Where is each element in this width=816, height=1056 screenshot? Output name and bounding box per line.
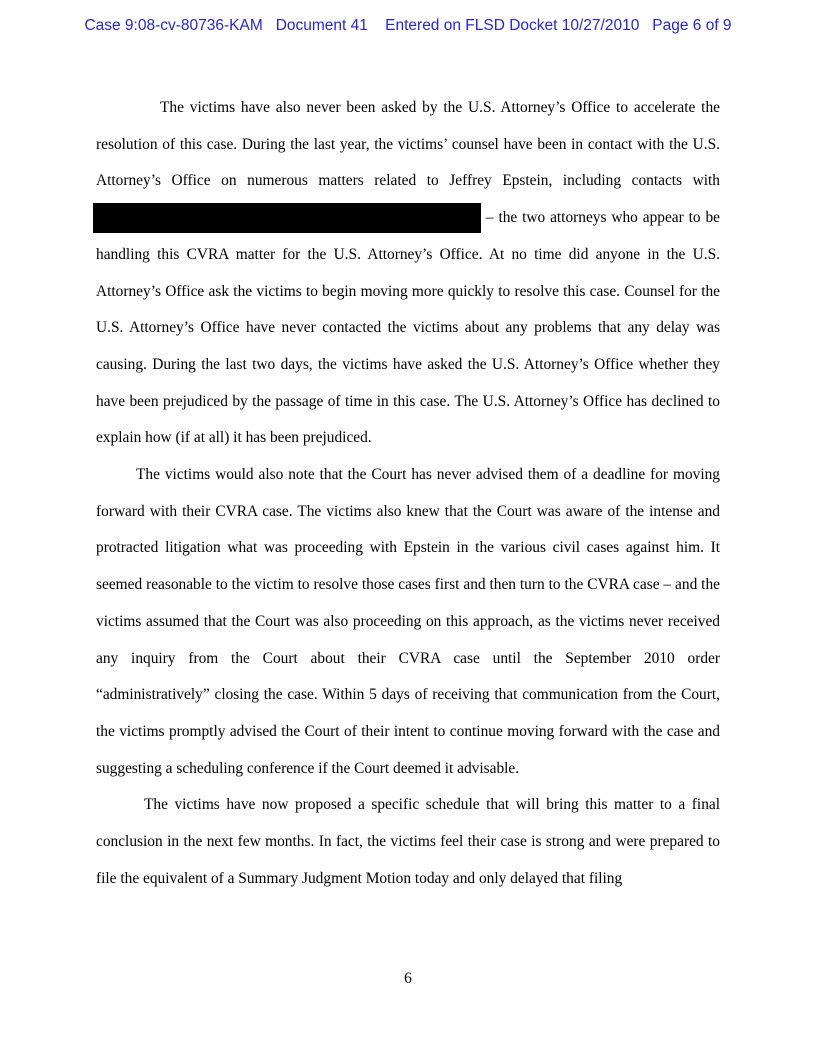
document-number: Document 41 [275,17,368,34]
docket-header [0,17,816,35]
paragraph-2: The victims would also note that the Court has never advised them of a deadline for moving forward with their CVRA case. The victims also knew that the Court was aware of the intense and protracted litigation what was proceeding with Epstein in the various civil cases against him. It seemed reasonable to the victim to resolve those cases first and then turn to the CVRA case – and the victims assumed that the Court was also proceeding on this approach, as the victims never received any inquiry from the Court about their CVRA case until the September 2010 order “administratively” closing the case. Within 5 days of receiving that communication from the Court, the victims promptly advised the Court of their intent to continue moving forward with the case and suggesting a scheduling conference if the Court deemed it advisable. [96,466,720,777]
case-number: Case 9:08-cv-80736-KAM [84,17,263,34]
document-body [96,90,720,897]
redaction-block [93,203,481,233]
paragraph-1-text-b: – the two attorneys who appear to be handling this CVRA matter for the U.S. Attorney’s Office. At no time did anyone in the U.S. Attorney’s Office ask the victims to begin moving more quickly to resolve this case. Counsel for the U.S. Attorney’s Office have never contacted the victims about any problems that any delay was causing. During the last two days, the victims have asked the U.S. Attorney’s Office whether they have been prejudiced by the passage of time in this case. The U.S. Attorney’s Office has declined to explain how (if at all) it has been prejudiced. [96,209,720,447]
paragraph-3: The victims have now proposed a specific schedule that will bring this matter to a final conclusion in the next few months. In fact, the victims feel their case is strong and were prepared to file the equivalent of a Summary Judgment Motion today and only delayed that filing [96,796,720,887]
docket-entry: Entered on FLSD Docket 10/27/2010 [385,17,640,34]
paragraph-1-text-a: The victims have also never been asked by the U.S. Attorney’s Office to accelerate the resolution of this case. During the last year, the victims’ counsel have been in contact with the U.S. Attorney’s Office on numerous matters related to Jeffrey Epstein, including contacts with [96,99,720,190]
paragraph-1 [96,90,720,457]
page-number: 6 [404,970,412,987]
page-of: Page 6 of 9 [652,17,732,34]
